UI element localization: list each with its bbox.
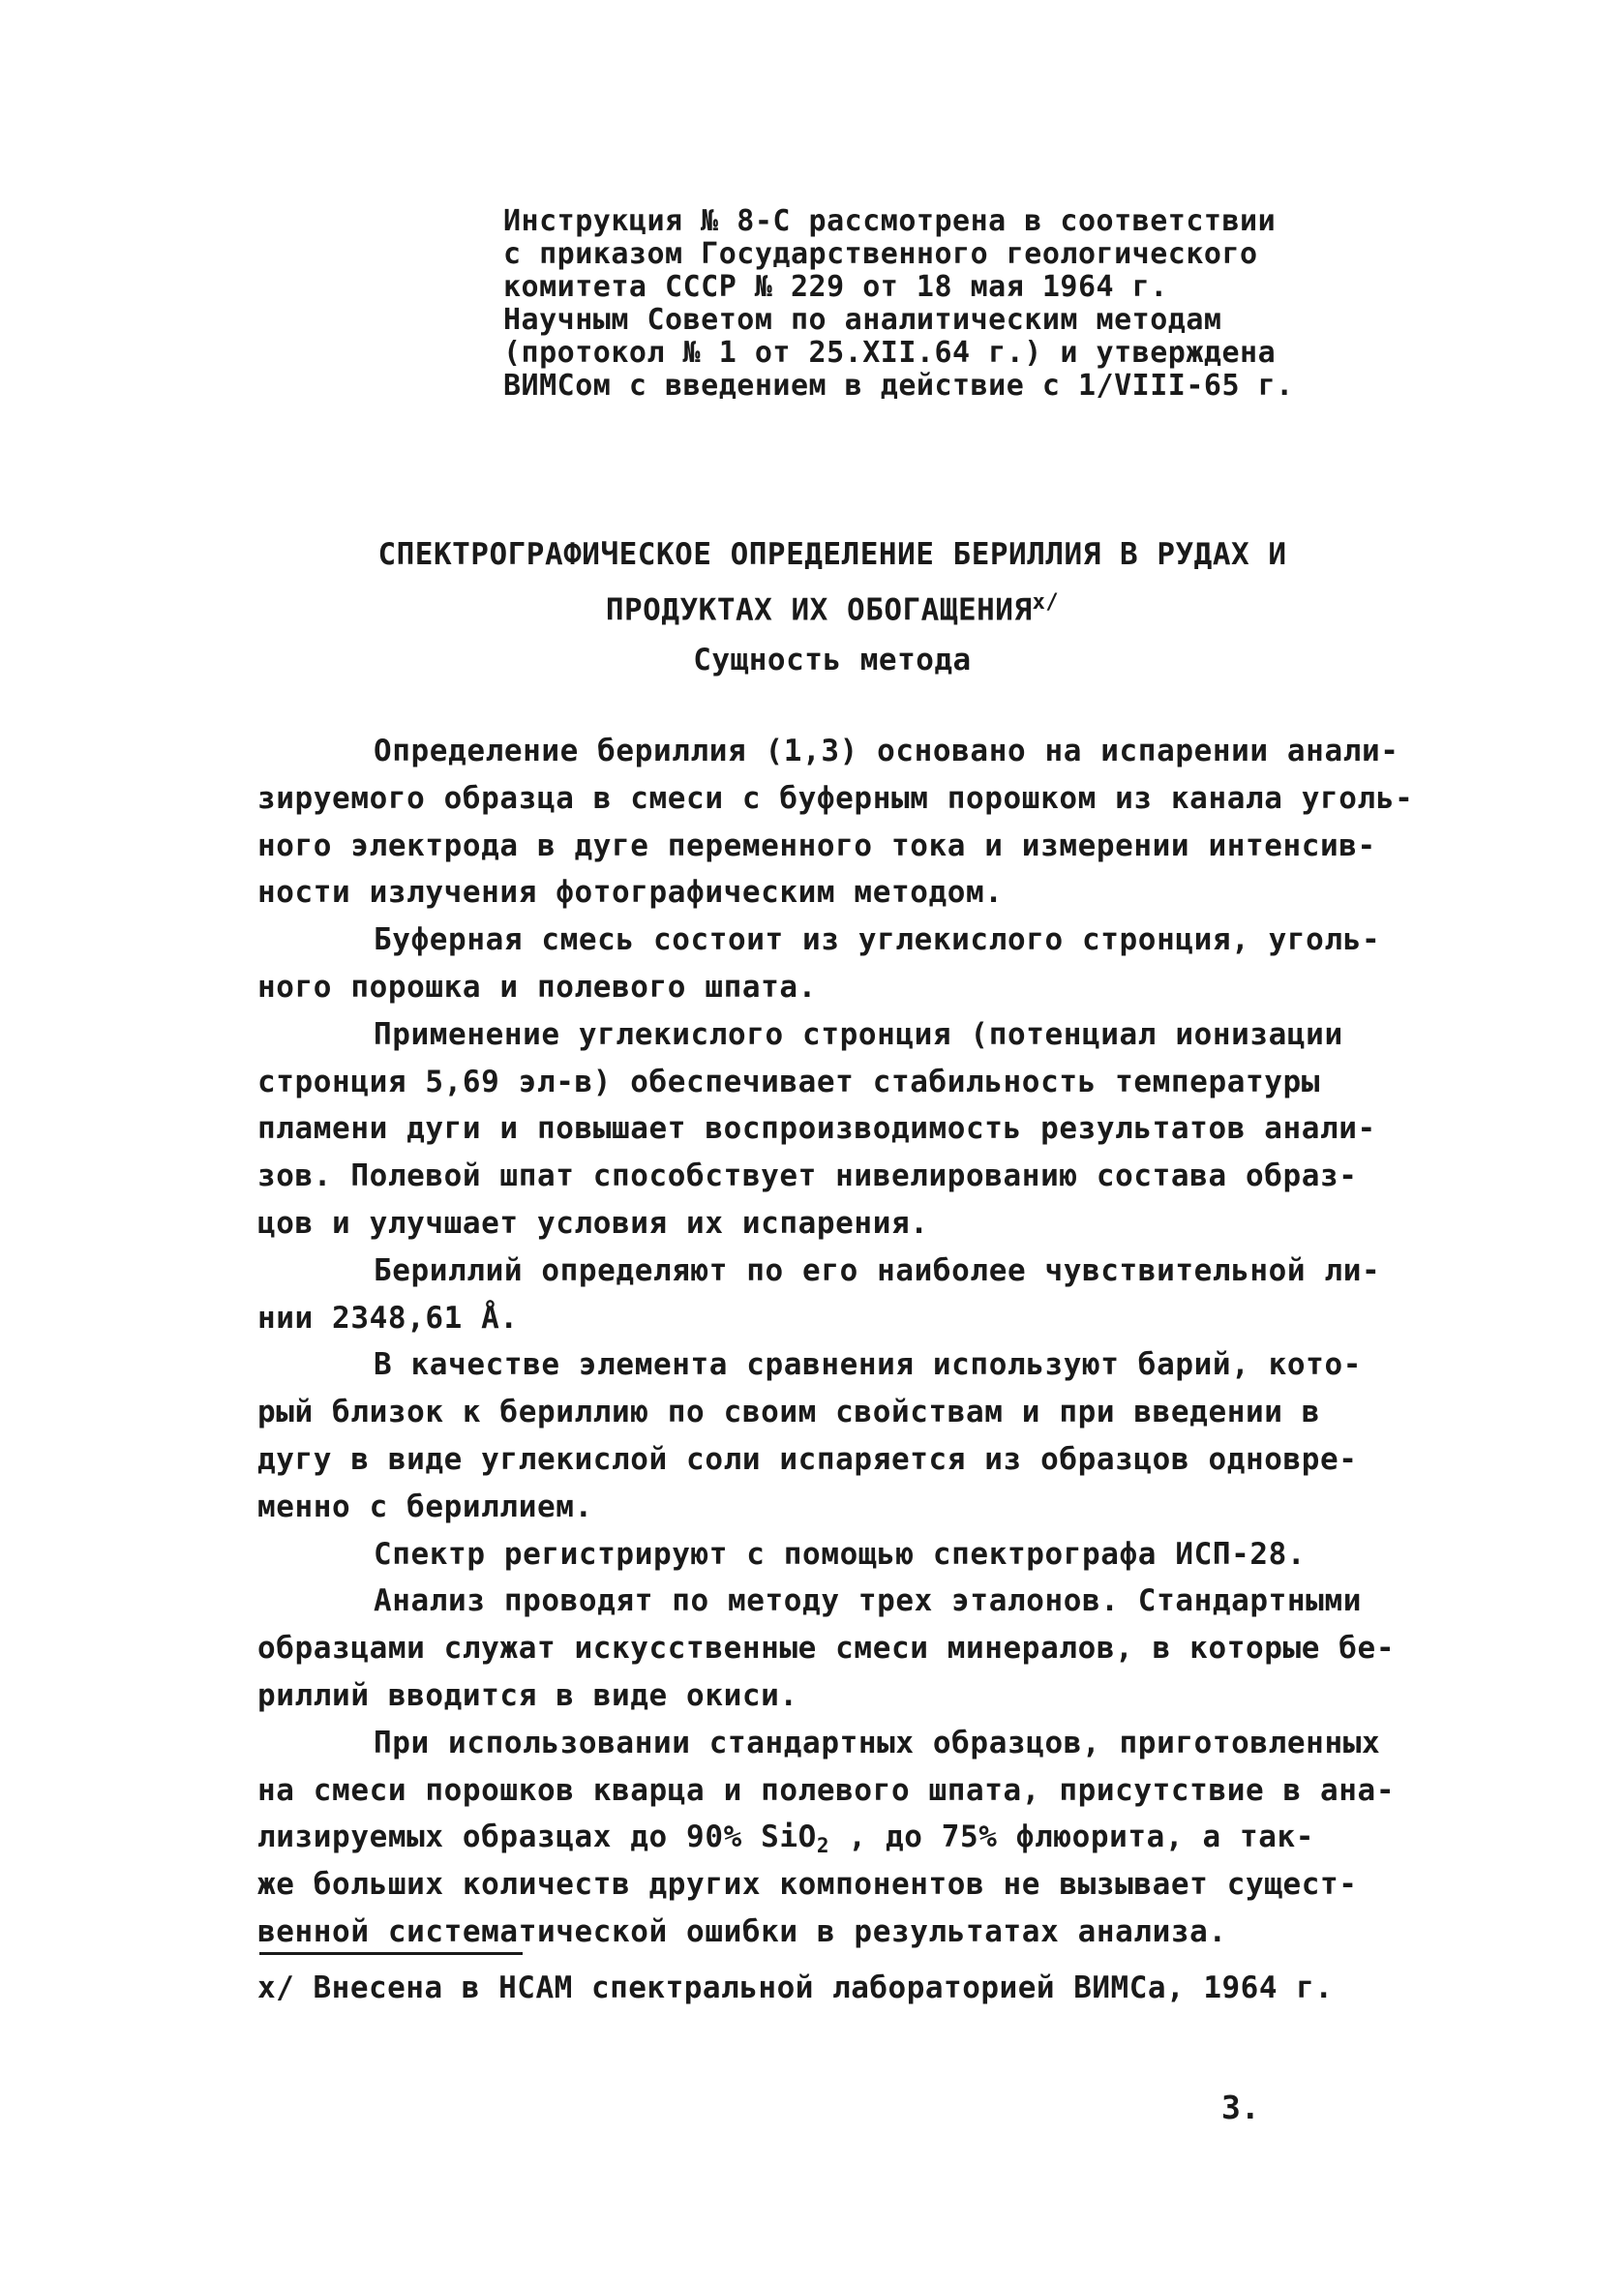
body-line: Применение углекислого стронция (потенциал ионизации: [374, 1016, 1343, 1052]
document-body: [257, 728, 1414, 1956]
title-line-2-text: ПРОДУКТАХ ИХ ОБОГАЩЕНИЯ: [605, 592, 1033, 628]
footnote: х/ Внесена в НСАМ спектральной лабораторией ВИМСа, 1964 г.: [257, 1970, 1334, 2005]
body-line: рый близок к бериллию по своим свойствам и при введении в: [257, 1395, 1321, 1430]
body-line: стронция 5,69 эл-в) обеспечивает стабильность температуры: [257, 1064, 1321, 1099]
title-footnote-mark: х/: [1032, 590, 1060, 615]
body-line: При использовании стандартных образцов, приготовленных: [374, 1725, 1381, 1760]
body-line: зируемого образца в смеси с буферным порошком из канала уголь-: [257, 780, 1414, 816]
approval-note-line: Научным Советом по аналитическим методам: [503, 303, 1222, 337]
title-line-1: СПЕКТРОГРАФИЧЕСКОЕ ОПРЕДЕЛЕНИЕ БЕРИЛЛИЯ В РУДАХ И: [377, 537, 1287, 572]
body-line: ного порошка и полевого шпата.: [257, 969, 817, 1005]
body-line: на смеси порошков кварца и полевого шпата, присутствие в ана-: [257, 1772, 1396, 1808]
body-line: нии 2348,61 Å.: [257, 1300, 519, 1336]
approval-note-line: (протокол № 1 от 25.XII.64 г.) и утверждена: [503, 336, 1277, 370]
body-line-part: лизируемых образцах до 90% SiO: [257, 1820, 817, 1855]
body-line: образцами служат искусственные смеси минералов, в которые бе-: [257, 1631, 1396, 1667]
body-line: венной систематической ошибки в результатах анализа.: [257, 1913, 1227, 1949]
approval-note-line: Инструкция № 8-С рассмотрена в соответствии: [503, 204, 1277, 238]
body-line: же больших количеств других компонентов не вызывает сущест-: [257, 1867, 1358, 1903]
body-line: Спектр регистрируют с помощью спектрографа ИСП-28.: [374, 1536, 1307, 1572]
body-line: зов. Полевой шпат способствует нивелированию состава образ-: [257, 1158, 1358, 1194]
body-line: дугу в виде углекислой соли испаряется из образцов одновре-: [257, 1441, 1358, 1477]
body-line: Анализ проводят по методу трех эталонов. Стандартными: [374, 1583, 1362, 1619]
section-heading: Сущность метода: [693, 643, 972, 677]
page-number: 3.: [1221, 2089, 1260, 2126]
body-line: Бериллий определяют по его наиболее чувствительной ли-: [374, 1252, 1381, 1288]
body-line: цов и улучшает условия их испарения.: [257, 1205, 929, 1241]
body-line: ного электрода в дуге переменного тока и измерении интенсив-: [257, 827, 1376, 863]
body-line: Буферная смесь состоит из углекислого стронция, уголь-: [374, 922, 1381, 958]
body-line: В качестве элемента сравнения используют барий, кото-: [374, 1347, 1362, 1383]
body-line: ности излучения фотографическим методом.: [257, 875, 1004, 911]
body-line: пламени дуги и повышает воспроизводимость результатов анали-: [257, 1111, 1376, 1147]
body-line-part: , до 75% флюорита, а так-: [829, 1820, 1315, 1855]
body-line: менно с бериллием.: [257, 1489, 593, 1524]
subscript: 2: [816, 1834, 830, 1858]
approval-note-line: ВИМСом с введением в действие с 1/VIII-65 г.: [503, 369, 1294, 403]
body-line: Определение бериллия (1,3) основано на испарении анали-: [374, 734, 1399, 768]
approval-note: [503, 205, 1316, 403]
title-line-2: [290, 579, 1374, 634]
approval-note-line: с приказом Государственного геологического: [503, 237, 1258, 271]
document-title: [290, 530, 1374, 634]
footnote-divider: [259, 1952, 523, 1955]
body-line: [257, 1814, 1399, 1861]
body-line: риллий вводится в виде окиси.: [257, 1677, 798, 1713]
approval-note-line: комитета СССР № 229 от 18 мая 1964 г.: [503, 270, 1168, 304]
